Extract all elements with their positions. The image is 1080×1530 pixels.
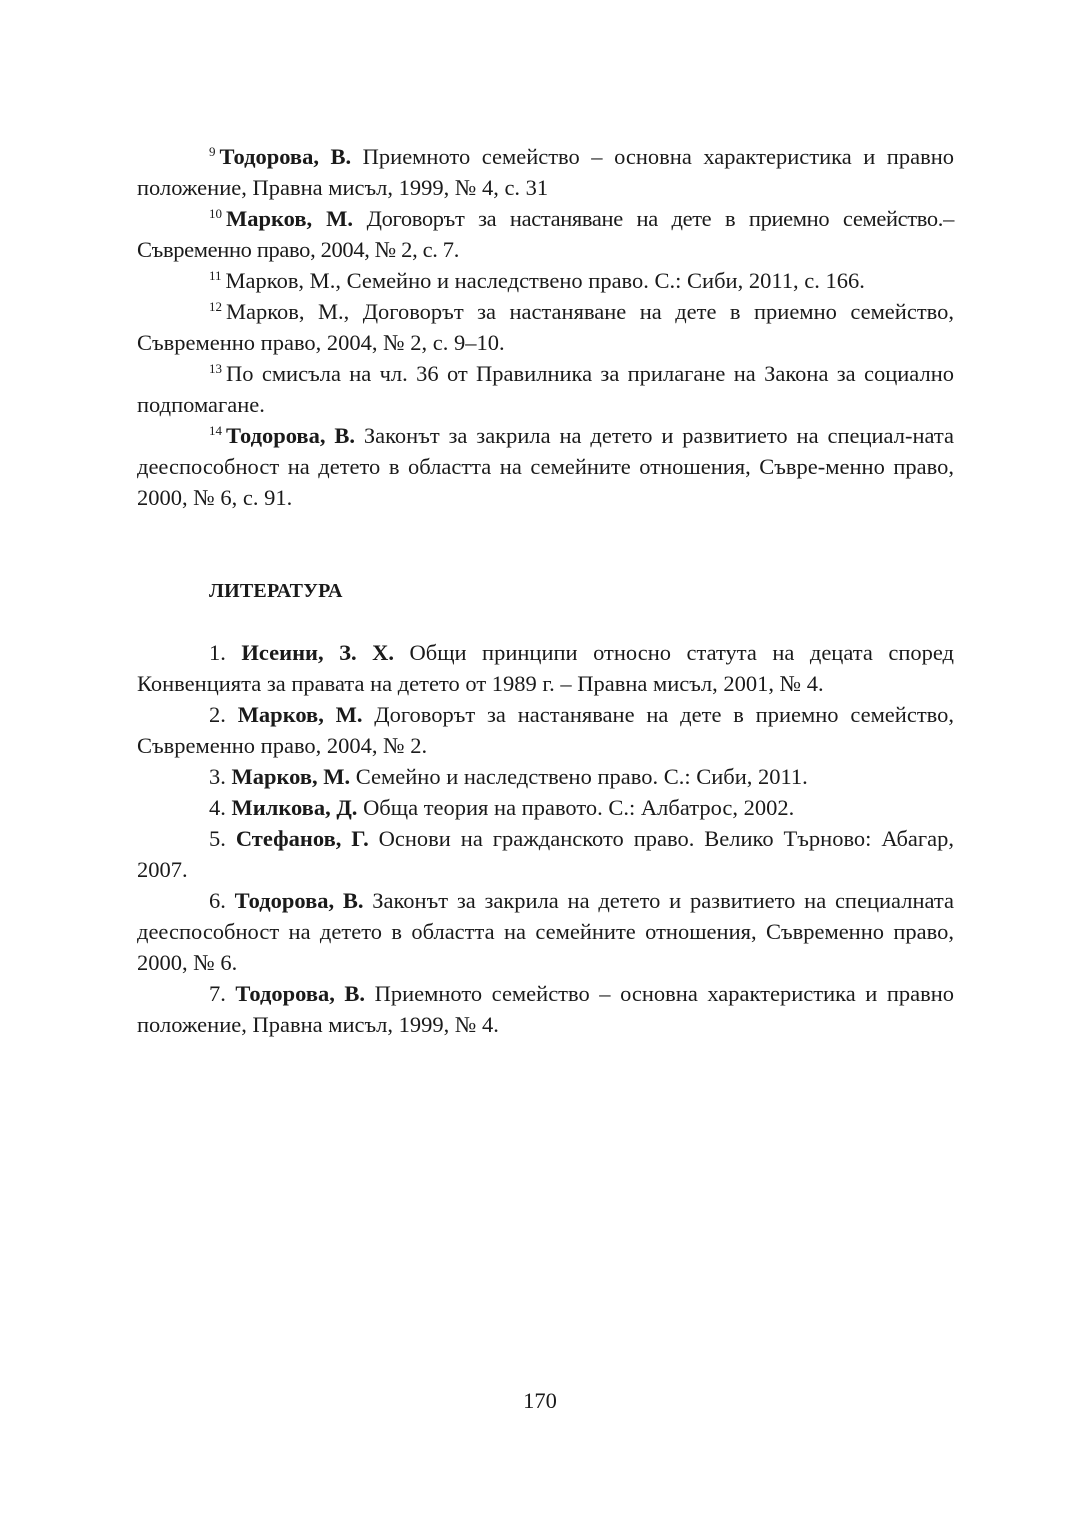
footnote-author: Марков, М.: [226, 206, 353, 231]
literature-item-number: 6.: [209, 888, 235, 913]
footnote-author: Тодорова, В.: [226, 423, 355, 448]
page-number: 170: [523, 1388, 557, 1413]
literature-heading: ЛИТЕРАТУРА: [209, 580, 343, 602]
footnote-author: Тодорова, В.: [219, 144, 352, 169]
footnote-text: Законът за закрила на детето и развитието на специал-ната дееспособност на детето в областта на семейните отношения, Съвре-менно право, 2000, № 6, с. 91.: [137, 423, 955, 510]
footnote-text: По смисъла на чл. 36 от Правилника за прилагане на Закона за социално подпомагане.: [137, 361, 954, 417]
literature-section: [137, 576, 954, 1040]
literature-item-text: Договорът за настаняване на дете в приемно семейство, Съвременно право, 2004, № 2.: [137, 702, 954, 758]
literature-item-number: 2.: [209, 702, 238, 727]
literature-item-number: 3.: [209, 764, 232, 789]
literature-item-number: 7.: [209, 981, 236, 1006]
footnote-14: [137, 420, 954, 513]
literature-item-author: Стефанов, Г.: [235, 826, 369, 851]
literature-item-number: 5.: [209, 826, 236, 851]
literature-item-text: Законът за закрила на детето и развитието на специалната дееспособност на детето в областта на семейните отношения, Съвременно право, 2000, № 6.: [137, 888, 954, 975]
page-body: [137, 141, 954, 1040]
literature-item: [137, 885, 954, 978]
literature-item-number: 4.: [209, 795, 232, 820]
literature-item: [137, 978, 954, 1040]
footnote-10: [137, 203, 954, 265]
literature-item-author: Тодорова, В.: [234, 888, 364, 913]
footnote-9: [137, 141, 954, 203]
footnote-13: [137, 358, 954, 420]
literature-item-text: Приемното семейство – основна характеристика и правно положение, Правна мисъл, 1999, № 4.: [137, 981, 955, 1037]
literature-item-author: Тодорова, В.: [235, 981, 366, 1006]
literature-item-text: Семейно и наследствено право. С.: Сиби, 2011.: [350, 764, 808, 789]
literature-list: [137, 637, 954, 1040]
literature-item-author: Марков, М.: [231, 764, 351, 789]
footnote-text: Приемното семейство – основна характеристика и правно положение, Правна мисъл, 1999, № 4, с. 31: [137, 144, 954, 200]
literature-item-author: Милкова, Д.: [231, 795, 358, 820]
footnote-number: 13: [209, 361, 222, 376]
literature-item-text: Обща теория на правото. С.: Албатрос, 2002.: [357, 795, 795, 820]
literature-item-author: Исеини, З. Х.: [241, 640, 394, 665]
footnote-number: 12: [209, 299, 222, 314]
literature-item-author: Марков, М.: [237, 702, 363, 727]
footnote-text: Марков, М., Договорът за настаняване на дете в приемно семейство, Съвременно право, 2004, № 2, с. 9–10.: [137, 299, 954, 355]
footnote-text: Марков, М., Семейно и наследствено право. С.: Сиби, 2011, с. 166.: [225, 268, 865, 293]
footnotes-section: [137, 141, 954, 513]
literature-item: [137, 823, 954, 885]
literature-item-text: Основи на гражданското право. Велико Търново: Абагар, 2007.: [137, 826, 955, 882]
literature-item: [137, 637, 954, 699]
literature-item: [137, 699, 954, 761]
literature-item: [137, 792, 954, 823]
footnote-12: [137, 296, 954, 358]
literature-item: [137, 761, 954, 792]
footnote-number: 14: [209, 423, 222, 438]
footnote-number: 9: [209, 144, 216, 159]
footnote-11: [137, 265, 954, 296]
footnote-text: Договорът за настаняване на дете в приемно семейство.– Съвременно право, 2004, № 2, с. 7.: [137, 206, 954, 262]
literature-item-text: Общи принципи относно статута на децата според Конвенцията за правата на детето от 1989 г. – Правна мисъл, 2001, № 4.: [137, 640, 955, 696]
literature-item-number: 1.: [209, 640, 242, 665]
footnote-number: 10: [209, 206, 222, 221]
footnote-number: 11: [209, 268, 222, 283]
